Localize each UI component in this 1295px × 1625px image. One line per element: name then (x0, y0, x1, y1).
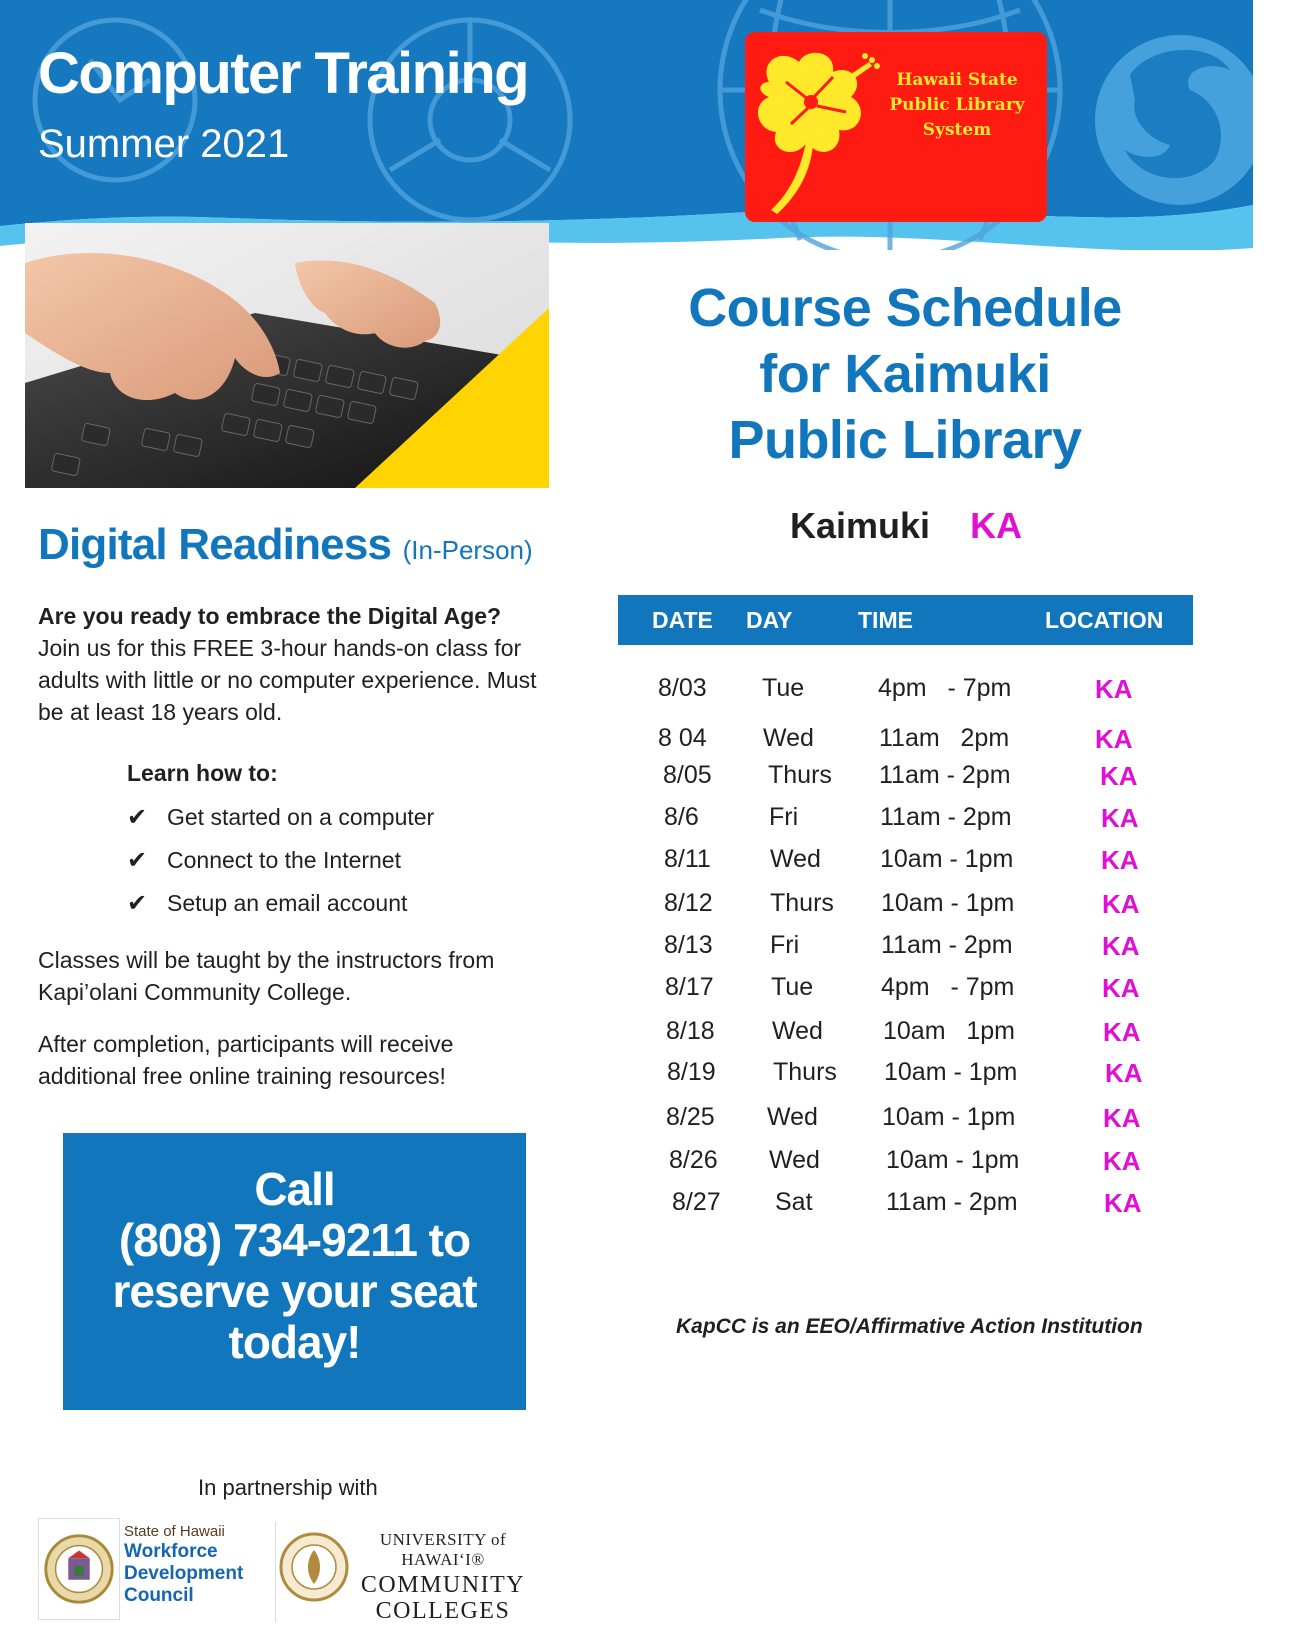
row-time: 4pm - 7pm (881, 973, 1015, 1001)
table-row (618, 1058, 1193, 1098)
section-title (38, 520, 533, 570)
table-row (618, 1103, 1193, 1143)
section-title-main: Digital Readiness (38, 520, 392, 569)
uh-seal-icon (276, 1522, 352, 1618)
call-line: Call (254, 1163, 335, 1215)
eeo-statement: KapCC is an EEO/Affirmative Action Institution (676, 1315, 1143, 1338)
row-day: Wed (769, 1146, 820, 1174)
row-time: 10am - 1pm (884, 1058, 1018, 1086)
call-line: reserve your seat (112, 1265, 477, 1317)
row-day: Wed (763, 724, 814, 752)
learn-list (127, 796, 434, 925)
table-row (618, 931, 1193, 971)
checkmark-icon: ✔ (127, 890, 148, 917)
table-row (618, 845, 1193, 885)
wdc-line: Development (124, 1563, 244, 1584)
header-title: Computer Training (38, 41, 529, 106)
row-time: 11am 2pm (879, 724, 1010, 752)
location-name: Kaimuki (790, 505, 931, 546)
row-time: 11am - 2pm (886, 1188, 1018, 1216)
logo-line: Hawaii State (896, 70, 1018, 90)
call-to-reserve-box[interactable] (63, 1133, 526, 1410)
row-day: Fri (770, 931, 800, 959)
title-line: Public Library (728, 410, 1082, 470)
list-item (127, 882, 434, 925)
workforce-council-logo (124, 1522, 243, 1607)
instructors-paragraph: Classes will be taught by the instructors from Kapi’olani Community College. (38, 947, 495, 1005)
call-phone-line: (808) 734-9211 to (118, 1214, 471, 1266)
schedule-table-header (618, 595, 1193, 645)
row-time: 11am - 2pm (879, 761, 1011, 789)
list-item (127, 839, 434, 882)
header-time: TIME (858, 607, 913, 633)
row-time: 4pm - 7pm (878, 674, 1012, 702)
row-location: KA (1102, 931, 1140, 961)
row-date: 8/6 (664, 803, 699, 831)
row-time: 10am - 1pm (886, 1146, 1020, 1174)
learn-title: Learn how to: (127, 760, 278, 786)
row-day: Wed (770, 845, 821, 873)
location-heading (790, 505, 1022, 547)
row-date: 8/03 (658, 674, 707, 702)
header-banner (0, 0, 1253, 250)
uh-line: COMMUNITY (360, 1572, 526, 1598)
table-row (618, 1146, 1193, 1186)
row-time: 10am 1pm (883, 1017, 1016, 1045)
list-item-label: Connect to the Internet (167, 847, 401, 873)
table-row (618, 1017, 1193, 1057)
row-day: Fri (769, 803, 799, 831)
row-date: 8/26 (669, 1146, 718, 1174)
intro-question: Are you ready to embrace the Digital Age? (38, 603, 502, 629)
row-day: Thurs (770, 889, 834, 917)
row-location: KA (1095, 724, 1133, 754)
row-date: 8/19 (667, 1058, 716, 1086)
row-date: 8/25 (666, 1103, 715, 1131)
logo-line: System (922, 120, 992, 140)
library-logo (745, 32, 1047, 222)
row-location: KA (1102, 889, 1140, 919)
row-day: Tue (771, 973, 814, 1001)
title-line: for Kaimuki (759, 344, 1051, 404)
header-date: DATE (652, 607, 713, 633)
row-date: 8/18 (666, 1017, 715, 1045)
table-row (618, 1188, 1193, 1228)
row-location: KA (1103, 1103, 1141, 1133)
header-subtitle: Summer 2021 (38, 122, 290, 166)
wdc-line: Workforce (124, 1541, 218, 1562)
table-row (618, 724, 1193, 764)
row-location: KA (1095, 674, 1133, 704)
row-location: KA (1103, 1146, 1141, 1176)
row-date: 8/13 (664, 931, 713, 959)
course-schedule-title (620, 275, 1190, 473)
row-location: KA (1101, 803, 1139, 833)
completion-paragraph: After completion, participants will receive additional free online training resources! (38, 1031, 454, 1089)
wdc-line: Council (124, 1585, 194, 1606)
header-location: LOCATION (1045, 607, 1164, 633)
row-location: KA (1101, 845, 1139, 875)
table-row (618, 889, 1193, 929)
keyboard-image (25, 223, 549, 488)
intro-text: Join us for this FREE 3-hour hands-on class for adults with little or no computer experience. Must be at least 18 years old. (38, 635, 537, 725)
row-day: Thurs (773, 1058, 837, 1086)
state-seal-icon (38, 1518, 120, 1620)
keyboard-photo (25, 223, 549, 488)
hibiscus-icon (751, 42, 891, 217)
row-time: 11am - 2pm (881, 931, 1013, 959)
row-time: 10am - 1pm (880, 845, 1014, 873)
row-time: 11am - 2pm (880, 803, 1012, 831)
list-item-label: Setup an email account (167, 890, 408, 916)
checkmark-icon: ✔ (127, 847, 148, 874)
row-date: 8 04 (658, 724, 707, 752)
partner-label: In partnership with (198, 1475, 378, 1500)
row-time: 10am - 1pm (881, 889, 1015, 917)
intro-paragraph (38, 600, 558, 728)
table-row (618, 674, 1193, 714)
checkmark-icon: ✔ (127, 804, 148, 831)
row-location: KA (1102, 973, 1140, 1003)
row-location: KA (1104, 1188, 1142, 1218)
list-item-label: Get started on a computer (167, 804, 435, 830)
row-date: 8/17 (665, 973, 714, 1001)
table-row (618, 803, 1193, 843)
table-row (618, 761, 1193, 801)
logo-line: Public Library (889, 95, 1025, 115)
row-date: 8/12 (664, 889, 713, 917)
row-day: Thurs (768, 761, 832, 789)
uh-line: UNIVERSITY of HAWAI‘I® (379, 1530, 507, 1569)
header-day: DAY (746, 607, 793, 633)
section-title-sub: (In-Person) (402, 535, 533, 565)
wdc-line: State of Hawaii (124, 1523, 225, 1540)
title-line: Course Schedule (688, 278, 1122, 338)
row-time: 10am - 1pm (882, 1103, 1016, 1131)
row-day: Wed (772, 1017, 823, 1045)
row-date: 8/27 (672, 1188, 721, 1216)
row-day: Sat (775, 1188, 813, 1216)
row-location: KA (1103, 1017, 1141, 1047)
row-location: KA (1100, 761, 1138, 791)
row-day: Tue (762, 674, 805, 702)
uh-community-colleges-logo (348, 1530, 538, 1624)
call-line: today! (228, 1316, 361, 1368)
library-logo-text (873, 68, 1041, 143)
row-date: 8/05 (663, 761, 712, 789)
row-date: 8/11 (664, 845, 711, 873)
list-item (127, 796, 434, 839)
row-day: Wed (767, 1103, 818, 1131)
location-code: KA (970, 505, 1023, 546)
table-row (618, 973, 1193, 1013)
uh-line: COLLEGES (375, 1598, 511, 1624)
row-location: KA (1105, 1058, 1143, 1088)
